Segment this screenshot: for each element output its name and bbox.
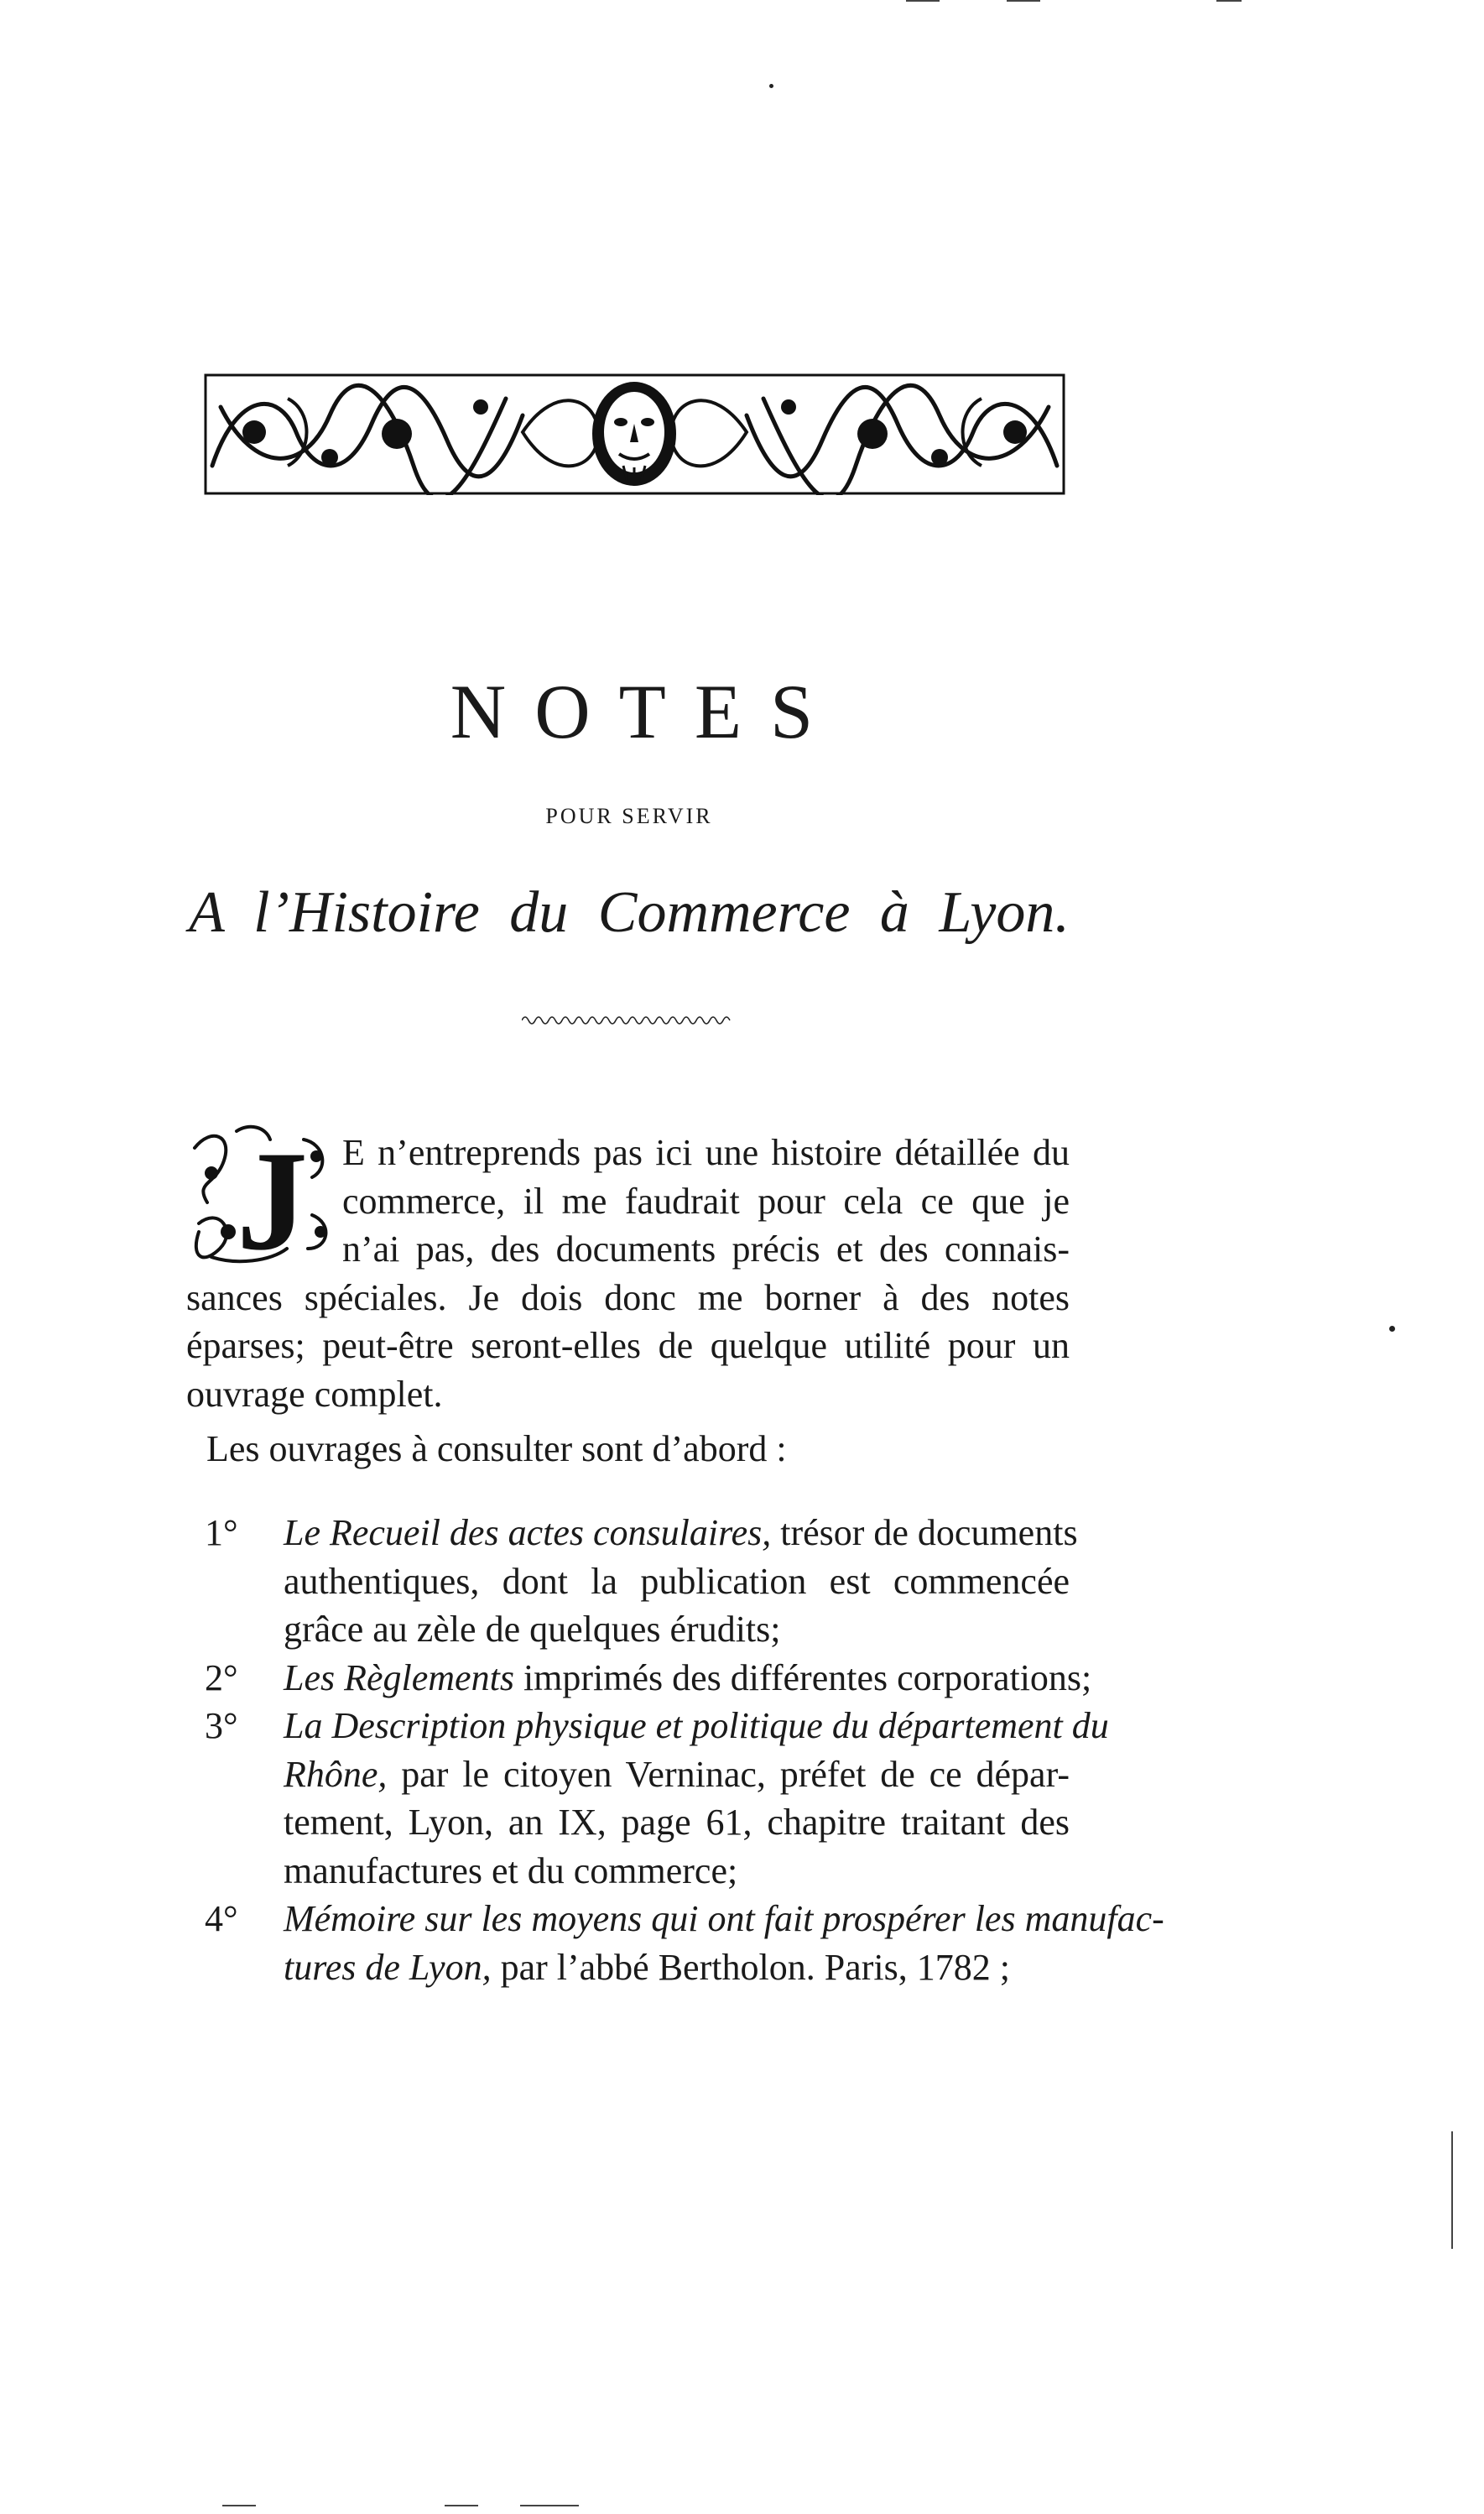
item-italic: tures de Lyon, xyxy=(284,1946,492,1988)
text-line: E n’entreprends pas ici une histoire détaillée du xyxy=(342,1132,1070,1173)
item-number: 3° xyxy=(205,1705,238,1746)
item-line: authentiques, dont la publication est commencée xyxy=(284,1560,1070,1602)
item-title: Le Recueil des actes consulaires, xyxy=(284,1512,772,1553)
paragraph-sources: Les ouvrages à consulter sont d’abord : xyxy=(206,1428,787,1469)
item-number: 2° xyxy=(205,1656,238,1698)
text-line: éparses; peut-être seront-elles de quelque utilité pour un xyxy=(186,1325,1070,1366)
item-title: La Description physique et politique du département du xyxy=(284,1705,1109,1746)
item-line xyxy=(284,1943,1070,1992)
item-line: grâce au zèle de quelques érudits; xyxy=(284,1609,781,1650)
scan-edge-mark xyxy=(1216,0,1242,2)
list-item xyxy=(186,1654,1092,1703)
item-italic: Rhône, xyxy=(284,1753,388,1795)
text-line: n’ai pas, des documents précis et des connais- xyxy=(342,1228,1070,1270)
text-line: commerce, il me faudrait pour cela ce que je xyxy=(342,1180,1070,1222)
scan-edge-mark xyxy=(445,2505,478,2506)
scan-edge-mark xyxy=(1451,2131,1453,2249)
item-text: par l’abbé Bertholon. Paris, 1782 ; xyxy=(491,1946,1010,1988)
scan-speck xyxy=(769,84,773,88)
scan-edge-mark xyxy=(906,0,940,2)
item-first-line xyxy=(284,1895,1164,1943)
list-item xyxy=(186,1702,1109,1895)
scan-speck xyxy=(1389,1326,1395,1332)
list-item xyxy=(186,1895,1164,1991)
item-text: trésor de documents xyxy=(771,1512,1078,1553)
item-number: 4° xyxy=(205,1898,238,1939)
item-line xyxy=(284,1750,1070,1799)
paragraph-intro xyxy=(186,1129,1070,1418)
ornamental-headpiece xyxy=(204,373,1065,495)
text-line: ouvrage complet. xyxy=(186,1373,443,1415)
item-title: Les Règlements xyxy=(284,1656,514,1698)
sources-list xyxy=(186,1509,1164,1991)
item-line: tement, Lyon, an IX, page 61, chapitre traitant des xyxy=(284,1802,1070,1843)
wavy-rule-divider xyxy=(522,1014,732,1025)
item-text: imprimés des différentes corporations; xyxy=(513,1656,1092,1698)
scan-edge-mark xyxy=(520,2505,579,2506)
item-first-line xyxy=(284,1702,1109,1750)
list-item xyxy=(186,1509,1078,1654)
scan-edge-mark xyxy=(1007,0,1040,2)
item-title: Mémoire sur les moyens qui ont fait prospérer les manufac- xyxy=(284,1898,1164,1939)
subtitle-main: A l’Histoire du Commerce à Lyon. xyxy=(189,880,1070,945)
item-text: par le citoyen Verninac, préfet de ce dépar- xyxy=(387,1753,1070,1795)
text-line: sances spéciales. Je dois donc me borner à des notes xyxy=(186,1276,1070,1318)
item-number: 1° xyxy=(205,1512,238,1553)
dropcap-letter: J xyxy=(237,1123,308,1270)
subtitle-small: POUR SERVIR xyxy=(545,804,713,828)
page-title: NOTES xyxy=(450,669,842,754)
item-first-line xyxy=(284,1654,1092,1703)
item-first-line xyxy=(284,1509,1078,1557)
scan-edge-mark xyxy=(222,2505,256,2506)
item-line: manufactures et du commerce; xyxy=(284,1849,738,1891)
